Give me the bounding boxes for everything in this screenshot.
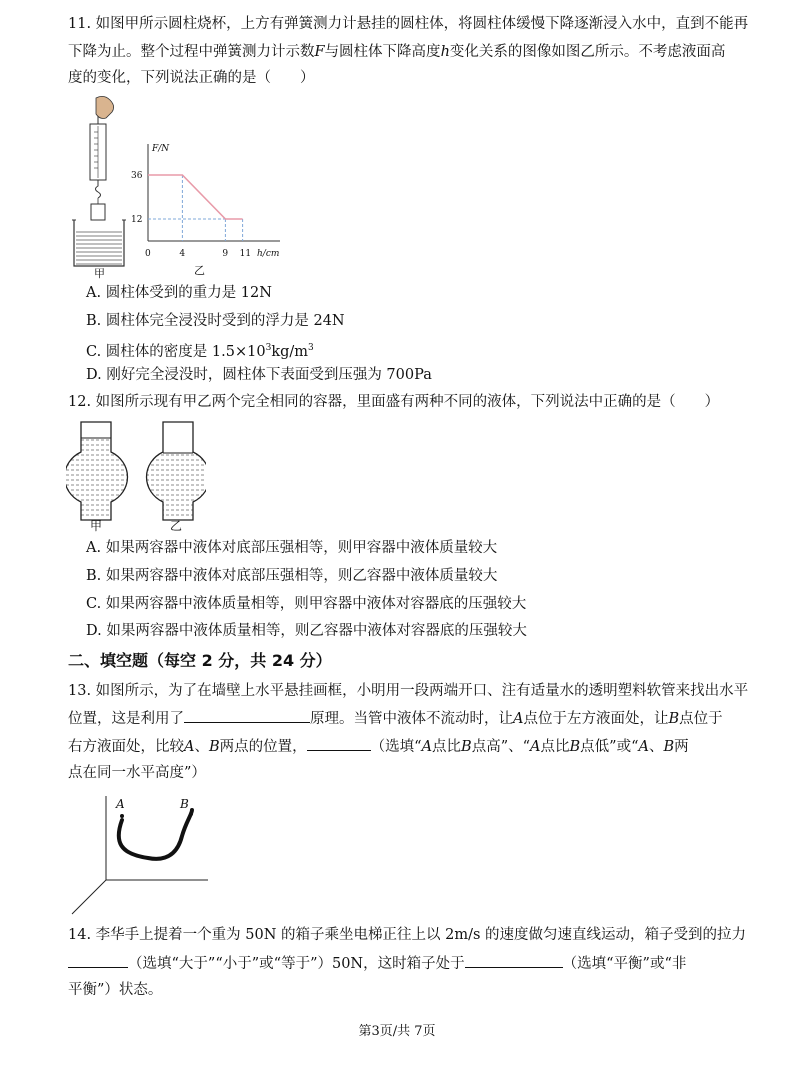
q13-stem-line4: 点在同一水平高度”） <box>68 765 206 781</box>
q11-option-d: D. 刚好完全浸没时，圆柱体下表面受到压强为 700Pa <box>86 367 432 383</box>
y-tick-label: 36 <box>131 171 143 181</box>
q14-stem-line2: （选填“大于”“小于”或“等于”）50N，这时箱子处于 （选填“平衡”或“非 <box>68 953 686 974</box>
x-tick-label: 4 <box>179 249 186 259</box>
q11-option-a: A. 圆柱体受到的重力是 12N <box>86 285 272 301</box>
q12-stem: 12. 如图所示现有甲乙两个完全相同的容器，里面盛有两种不同的液体，下列说法中正确的是（ ） <box>68 394 720 410</box>
answer-blank-1[interactable] <box>184 708 310 723</box>
q12-option-c: C. 如果两容器中液体质量相等，则甲容器中液体对容器底的压强较大 <box>86 596 527 612</box>
section-title: 二、填空题（每空 2 分，共 24 分） <box>68 651 332 670</box>
x-tick-label: 0 <box>145 249 151 259</box>
answer-blank-4[interactable] <box>465 953 563 968</box>
q13-stem-line1: 13. 如图所示，为了在墙壁上水平悬挂画框，小明用一段两端开口、注有适量水的透明塑料软管来找出水平 <box>68 683 749 699</box>
x-axis-label: h/cm <box>257 249 280 259</box>
y-tick-label: 12 <box>131 215 143 225</box>
container-label-yi: 乙 <box>170 519 183 533</box>
container-label-jia: 甲 <box>90 519 103 533</box>
point-a-label: A <box>116 797 125 811</box>
q12-option-b: B. 如果两容器中液体对底部压强相等，则乙容器中液体质量较大 <box>86 568 498 584</box>
figure-label-yi: 乙 <box>194 264 205 277</box>
spring-scale-beaker-figure <box>66 94 136 279</box>
page-number: 第3页/共 7页 <box>358 1024 436 1039</box>
q11-option-b: B. 圆柱体完全浸没时受到的浮力是 24N <box>86 313 345 329</box>
q11-stem-line1: 11. 如图甲所示圆柱烧杯，上方有弹簧测力计悬挂的圆柱体，将圆柱体缓慢下降逐渐浸入水中，直到不能再 <box>68 16 749 32</box>
answer-blank-3[interactable] <box>68 953 128 968</box>
q14-stem-line1: 14. 李华手上提着一个重为 50N 的箱子乘坐电梯正往上以 2m/s 的速度做匀速直线运动，箱子受到的拉力 <box>68 927 747 943</box>
answer-blank-2[interactable] <box>307 736 371 751</box>
data-series-line <box>148 175 243 219</box>
figure-label-jia: 甲 <box>94 267 105 279</box>
q14-stem-line3: 平衡”）状态。 <box>68 982 163 998</box>
q13-stem-line3: 右方液面处，比较A、B两点的位置， （选填“A点比B点高”、“A点比B点低”或“A、B两 <box>68 736 689 757</box>
x-tick-label: 11 <box>239 249 252 259</box>
y-axis-label: F/N <box>152 144 170 154</box>
force-height-chart <box>130 138 290 278</box>
wall-tube-figure <box>68 792 218 917</box>
x-tick-label: 9 <box>222 249 229 259</box>
point-b-label: B <box>180 797 189 811</box>
q13-stem-line2: 位置，这是利用了 原理。当管中液体不流动时，让A点位于左方液面处，让B点位于 <box>68 708 723 729</box>
q12-option-a: A. 如果两容器中液体对底部压强相等，则甲容器中液体质量较大 <box>86 540 498 556</box>
q12-option-d: D. 如果两容器中液体质量相等，则乙容器中液体对容器底的压强较大 <box>86 623 527 639</box>
q11-stem-line2: 下降为止。整个过程中弹簧测力计示数F与圆柱体下降高度h变化关系的图像如图乙所示。不考虑液面高 <box>68 44 726 60</box>
two-containers-figure <box>66 418 206 533</box>
q11-option-c: C. 圆柱体的密度是 $1.5\times 10^3kg/m^3$ <box>86 343 314 360</box>
q11-stem-line3: 度的变化，下列说法正确的是（ ） <box>68 70 315 86</box>
